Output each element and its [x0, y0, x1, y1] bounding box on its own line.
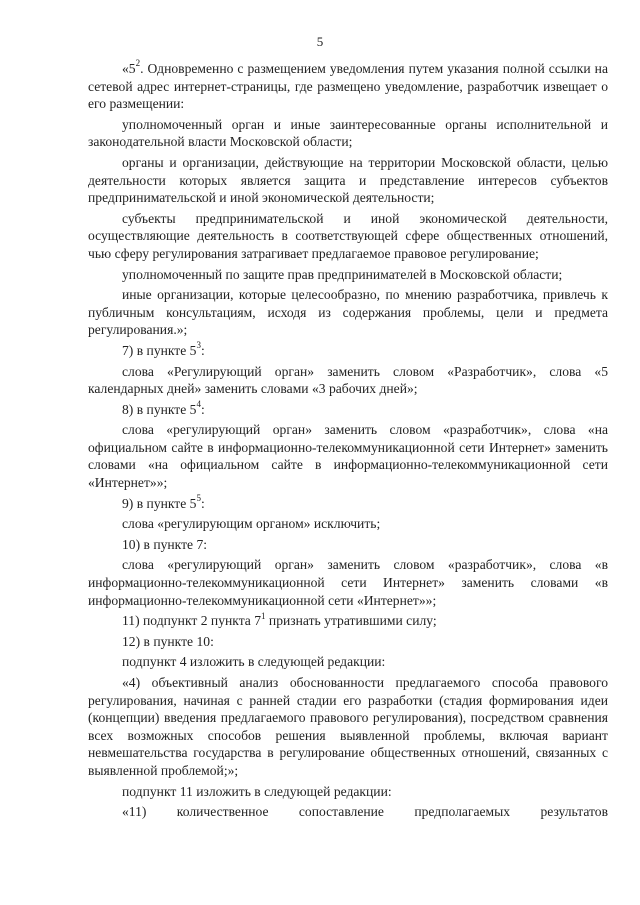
paragraph	[88, 803, 608, 821]
paragraph	[88, 342, 608, 360]
paragraph-text: 8) в пункте 5	[122, 401, 197, 417]
paragraph-text: слова «регулирующий орган» заменить словом «разработчик», слова «в информационно-телекоммуникационной сети Интернет» заменить словами «в информационно-телекоммуникационной сети «Интернет»»;	[88, 557, 608, 608]
paragraph-text: «4) объективный анализ обоснованности предлагаемого способа правового регулирования, начиная с ранней стадии его разработки (стадия формирования идеи (концепции) введения предлагаемого правового регулирования), посредством сравнения всех возможных способов решения выявленной проблемы, включая вариант невмешательства государства в регулирование общественных отношений, связанных с выявленной проблемой;»;	[88, 675, 608, 778]
paragraph	[88, 266, 608, 284]
paragraph	[88, 421, 608, 491]
paragraph-text: 12) в пункте 10:	[122, 633, 214, 649]
paragraph-text: . Одновременно с размещением уведомления путем указания полной ссылки на сетевой адрес интернет-страницы, где размещено уведомление, разработчик извещает о его размещении:	[88, 61, 608, 112]
paragraph-text: 9) в пункте 5	[122, 495, 197, 511]
paragraph-text: уполномоченный по защите прав предпринимателей в Московской области;	[122, 266, 563, 282]
paragraph-text: подпункт 11 изложить в следующей редакции:	[122, 783, 392, 799]
superscript: 1	[261, 610, 266, 621]
paragraph	[88, 783, 608, 801]
paragraph	[88, 363, 608, 398]
paragraph	[88, 286, 608, 339]
paragraph-text: слова «регулирующий орган» заменить словом «разработчик», слова «на официальном сайте в информационно-телекоммуникационной сети Интернет» заменить словами «на официальном сайте в информационно-телекоммуникационной сети «Интернет»»;	[88, 422, 608, 491]
paragraph	[88, 633, 608, 651]
paragraph	[88, 210, 608, 263]
superscript: 4	[196, 399, 201, 410]
paragraph	[88, 612, 608, 630]
paragraph	[88, 60, 608, 113]
paragraph	[88, 515, 608, 533]
paragraph	[88, 556, 608, 609]
paragraph	[88, 116, 608, 151]
superscript: 5	[196, 493, 201, 504]
paragraph-text: 10) в пункте 7:	[122, 536, 208, 552]
paragraph-text: 11) подпункт 2 пункта 7	[122, 613, 262, 629]
paragraph-text: :	[200, 342, 205, 358]
document-body	[88, 60, 608, 824]
page-number: 5	[316, 34, 324, 49]
superscript: 2	[135, 58, 141, 69]
paragraph-text: слова «регулирующим органом» исключить;	[122, 516, 381, 532]
superscript: 3	[196, 340, 201, 351]
paragraph-text: 7) в пункте 5	[122, 342, 197, 358]
paragraph-text: :	[200, 495, 205, 511]
paragraph-text: субъекты предпринимательской и иной экономической деятельности, осуществляющие деятельность в соответствующей сфере общественных отношений, чью сферу регулирования затрагивает предлагаемое правовое регулирование;	[88, 210, 608, 261]
paragraph-text: иные организации, которые целесообразно, по мнению разработчика, привлечь к публичным консультациям, исходя из содержания проблемы, цели и предмета регулирования.»;	[88, 287, 608, 338]
paragraph	[88, 536, 608, 554]
paragraph	[88, 653, 608, 671]
paragraph-text: уполномоченный орган и иные заинтересованные органы исполнительной и законодательной власти Московской области;	[88, 116, 608, 150]
paragraph	[88, 154, 608, 207]
paragraph	[88, 401, 608, 419]
paragraph	[88, 495, 608, 513]
paragraph-text: «11) количественное сопоставление предполагаемых результатов	[122, 804, 608, 820]
paragraph	[88, 674, 608, 780]
paragraph-text: «5	[122, 61, 136, 76]
paragraph-text: подпункт 4 изложить в следующей редакции:	[122, 654, 386, 670]
paragraph-text: признать утратившими силу;	[265, 613, 437, 629]
paragraph-text: :	[200, 401, 205, 417]
paragraph-text: слова «Регулирующий орган» заменить словом «Разработчик», слова «5 календарных дней» заменить словами «3 рабочих дней»;	[88, 363, 608, 397]
paragraph-text: органы и организации, действующие на территории Московской области, целью деятельности которых является защита и представление интересов субъектов предпринимательской и иной экономической деятельности;	[88, 154, 608, 206]
